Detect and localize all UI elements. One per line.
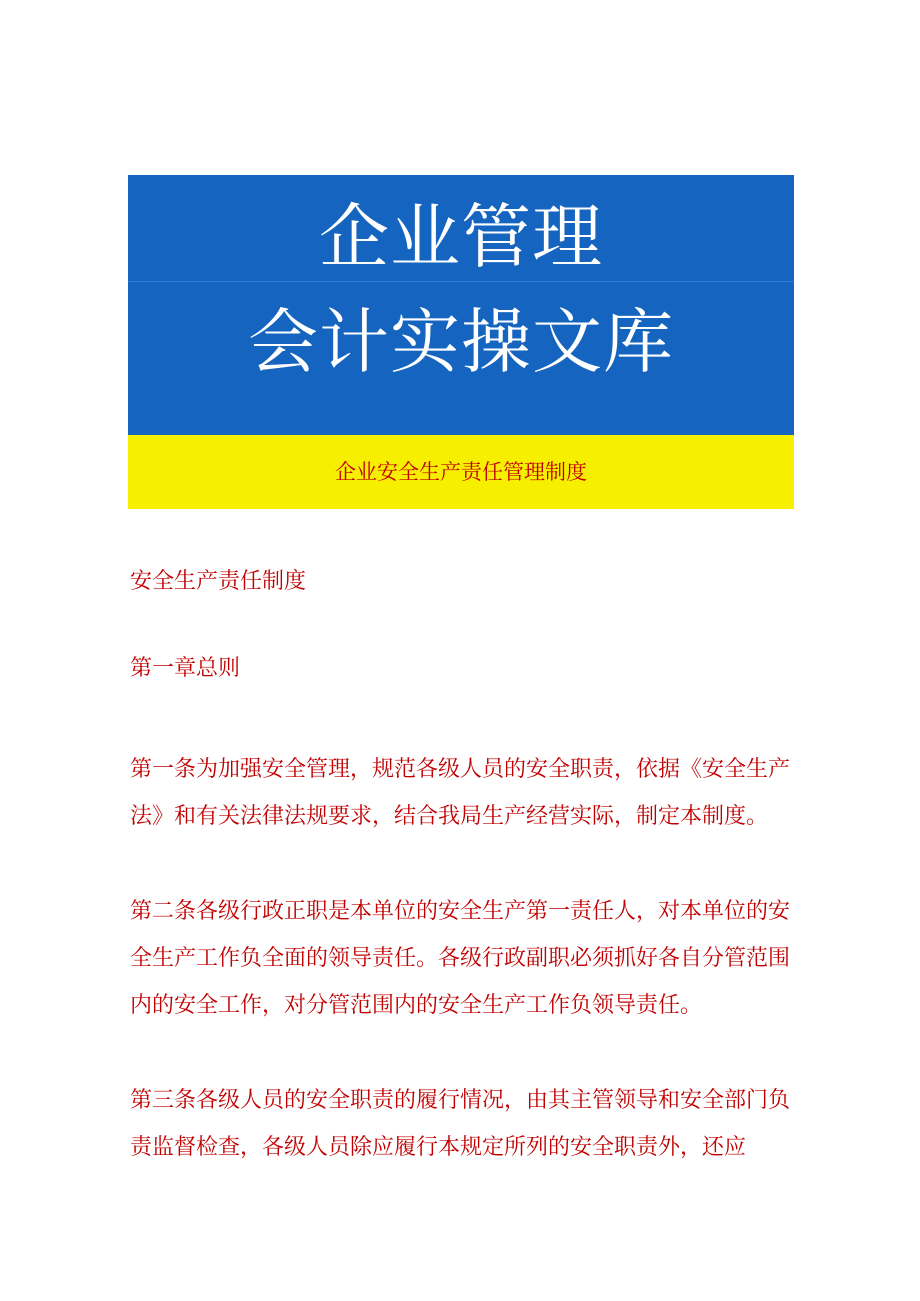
banner-title-line-1: 企业管理 [319,196,603,278]
banner-title-line-2: 会计实操文库 [248,301,674,383]
banner-subtitle: 企业安全生产责任管理制度 [335,460,587,484]
document-body [130,558,800,1219]
document-title: 安全生产责任制度 [130,569,307,594]
article-paragraph: 第二条各级行政正职是本单位的安全生产第一责任人，对本单位的安全生产工作负全面的领导责任。各级行政副职必须抓好各自分管范围内的安全工作，对分管范围内的安全生产工作负领导责任。 [130,899,791,1018]
article-paragraph: 第三条各级人员的安全职责的履行情况，由其主管领导和安全部门负责监督检查，各级人员除应履行本规定所列的安全职责外，还应 [130,1088,791,1160]
banner-title-block [128,175,794,435]
cover-banner [128,175,794,509]
banner-subtitle-block [128,435,794,509]
article-paragraph: 第一条为加强安全管理，规范各级人员的安全职责，依据《安全生产法》和有关法律法规要求，结合我局生产经营实际，制定本制度。 [130,757,791,829]
banner-divider [128,281,794,282]
chapter-heading: 第一章总则 [130,656,241,681]
